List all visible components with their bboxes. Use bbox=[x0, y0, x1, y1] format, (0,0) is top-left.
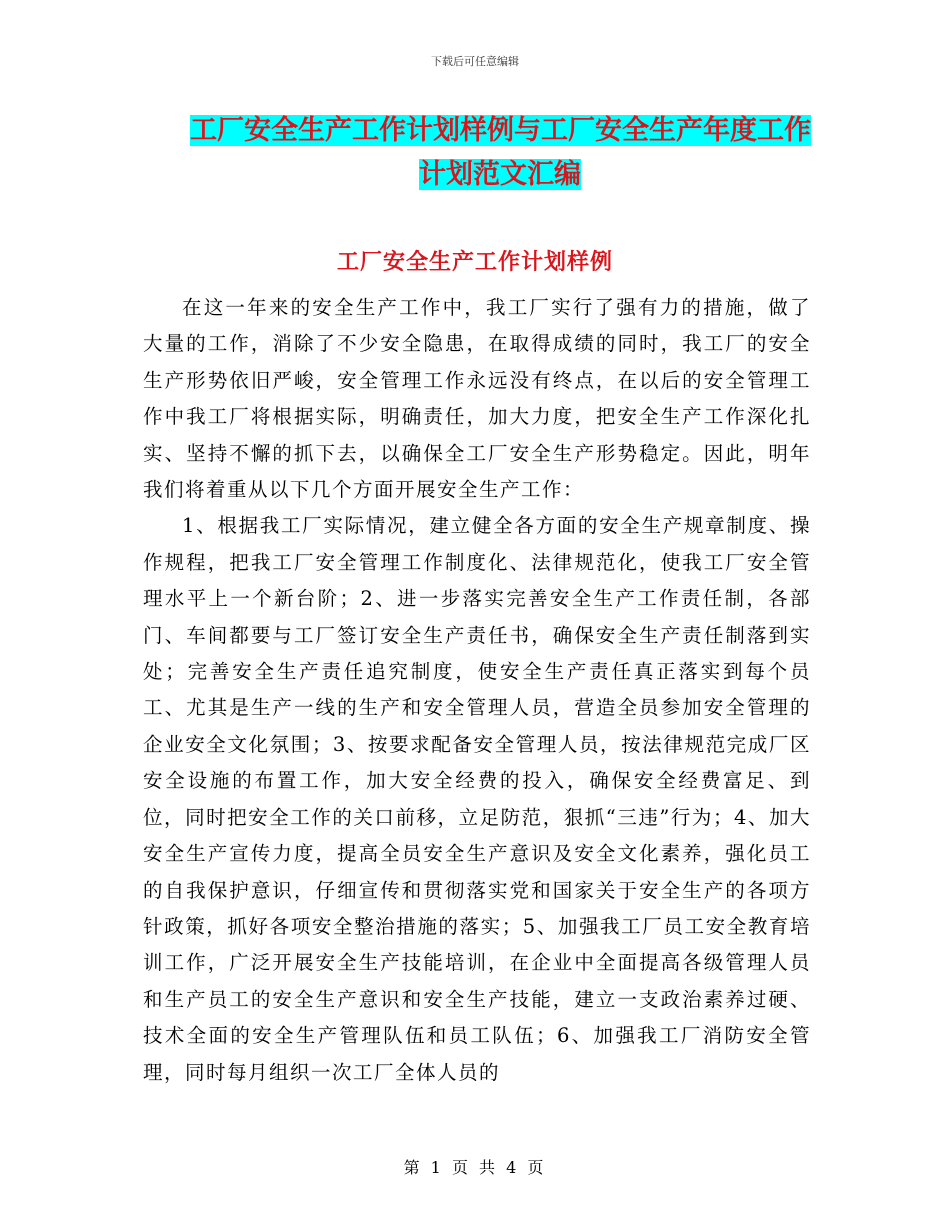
title-line-1: 工厂安全生产工作计划样例与工厂安全生产年度工作 bbox=[190, 115, 811, 146]
header-note: 下载后可任意编辑 bbox=[431, 55, 519, 68]
section-heading: 工厂安全生产工作计划样例 bbox=[336, 250, 613, 275]
paragraph-intro: 在这一年来的安全生产工作中，我工厂实行了强有力的措施，做了大量的工作，消除了不少安全隐患，在取得成绩的同时，我工厂的安全生产形势依旧严峻，安全管理工作永远没有终点，在以后的安全管理工作中我工厂将根据实际，明确责任，加大力度，把安全生产工作深化扎实、坚持不懈的抓下去，以确保全工厂安全生产形势稳定。因此，明年我们将着重从以下几个方面开展安全生产工作： bbox=[143, 296, 811, 502]
page-number-footer: 第 1 页 共 4 页 bbox=[403, 1158, 547, 1177]
paragraph-measures: 1、根据我工厂实际情况，建立健全各方面的安全生产规章制度、操作规程，把我工厂安全管理工作制度化、法律规范化，使我工厂安全管理水平上一个新台阶；2、进一步落实完善安全生产工作责任制，各部门、车间都要与工厂签订安全生产责任书，确保安全生产责任制落到实处；完善安全生产责任追究制度，使安全生产责任真正落实到每个员工、尤其是生产一线的生产和安全管理人员，营造全员参加安全管理的企业安全文化氛围；3、按要求配备安全管理人员，按法律规范完成厂区安全设施的布置工作，加大安全经费的投入，确保安全经费富足、到位，同时把安全工作的关口前移，立足防范，狠抓“三违”行为；4、加大安全生产宣传力度，提高全员安全生产意识及安全文化素养，强化员工的自我保护意识，仔细宣传和贯彻落实党和国家关于安全生产的各项方针政策，抓好各项安全整治措施的落实；5、加强我工厂员工安全教育培训工作，广泛开展安全生产技能培训，在企业中全面提高各级管理人员和生产员工的安全生产意识和安全生产技能，建立一支政治素养过硬、技术全面的安全生产管理队伍和员工队伍；6、加强我工厂消防安全管理，同时每月组织一次工厂全体人员的 bbox=[143, 514, 811, 1084]
document-title bbox=[190, 110, 810, 196]
title-line-2: 计划范文汇编 bbox=[419, 159, 581, 190]
body-text bbox=[143, 290, 811, 1091]
